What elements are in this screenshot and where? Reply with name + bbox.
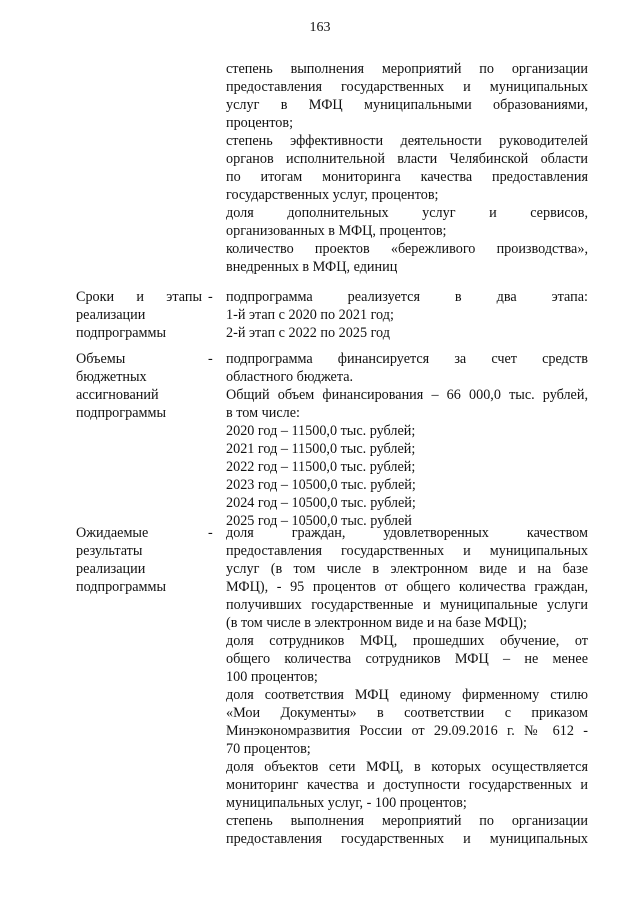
text-line: внедренных в МФЦ, единиц: [226, 259, 398, 275]
text-line: доля соответствия МФЦ единому фирменному стилю: [226, 687, 588, 703]
section-label: [76, 350, 202, 422]
text-line: услуг (в том числе в электронном виде и на базе: [226, 561, 588, 577]
text-line: (в том числе в электронном виде и на базе МФЦ);: [226, 615, 527, 631]
section-dash: -: [208, 289, 213, 305]
text-line: степень выполнения мероприятий по организации: [226, 813, 588, 829]
text-line: 1-й этап с 2020 по 2021 год;: [226, 307, 394, 323]
text-line: доля объектов сети МФЦ, в которых осуществляется: [226, 759, 588, 775]
section-content: [226, 524, 588, 848]
text-line: подпрограмма реализуется в два этапа:: [226, 289, 588, 305]
text-line: 2021 год – 11500,0 тыс. рублей;: [226, 441, 416, 457]
text-line: муниципальных услуг, - 100 процентов;: [226, 795, 467, 811]
text-line: общего количества сотрудников МФЦ – не менее: [226, 651, 588, 667]
text-line: процентов;: [226, 115, 294, 131]
text-line: областного бюджета.: [226, 369, 354, 385]
text-line: доля сотрудников МФЦ, прошедших обучение, от: [226, 633, 588, 649]
continuation-text: [226, 60, 588, 276]
label-line: Объемы: [76, 351, 126, 367]
text-line: 100 процентов;: [226, 669, 318, 685]
text-line: предоставления государственных и муниципальных: [226, 79, 588, 95]
text-line: в том числе:: [226, 405, 300, 421]
section-content: [226, 350, 588, 530]
text-line: степень эффективности деятельности руководителей: [226, 133, 588, 149]
text-line: предоставления государственных и муниципальных: [226, 831, 588, 847]
label-line: ассигнований: [76, 387, 159, 403]
text-line: 2020 год – 11500,0 тыс. рублей;: [226, 423, 416, 439]
text-line: 2025 год – 10500,0 тыс. рублей: [226, 513, 412, 529]
label-line: подпрограммы: [76, 579, 166, 595]
text-line: предоставления государственных и муниципальных: [226, 543, 588, 559]
text-line: Минэкономразвития России от 29.09.2016 г. № 612 -: [226, 723, 588, 739]
text-line: 70 процентов;: [226, 741, 311, 757]
text-line: 2022 год – 11500,0 тыс. рублей;: [226, 459, 416, 475]
label-line: подпрограммы: [76, 325, 166, 341]
label-line: подпрограммы: [76, 405, 166, 421]
text-line: мониторинг качества и доступности государственных и: [226, 777, 588, 793]
section-content: [226, 288, 588, 342]
page-number: 163: [309, 20, 331, 35]
text-line: 2023 год – 10500,0 тыс. рублей;: [226, 477, 416, 493]
text-line: 2-й этап с 2022 по 2025 год: [226, 325, 390, 341]
section-label: [76, 524, 202, 596]
text-line: степень выполнения мероприятий по организации: [226, 61, 588, 77]
text-line: количество проектов «бережливого производства»,: [226, 241, 588, 257]
text-line: Общий объем финансирования – 66 000,0 тыс. рублей,: [226, 387, 588, 403]
text-line: получивших государственные и муниципальные услуги: [226, 597, 588, 613]
text-line: доля граждан, удовлетворенных качеством: [226, 525, 588, 541]
text-line: доля дополнительных услуг и сервисов,: [226, 205, 588, 221]
label-line: реализации: [76, 307, 146, 323]
section-dash: -: [208, 351, 213, 367]
label-line: реализации: [76, 561, 146, 577]
label-line: Ожидаемые: [76, 525, 149, 541]
text-line: по итогам мониторинга качества предоставления: [226, 169, 588, 185]
section-dash: -: [208, 525, 213, 541]
label-line: результаты: [76, 543, 143, 559]
text-line: «Мои Документы» в соответствии с приказом: [226, 705, 588, 721]
text-line: 2024 год – 10500,0 тыс. рублей;: [226, 495, 416, 511]
text-line: МФЦ), - 95 процентов от общего количества граждан,: [226, 579, 588, 595]
label-line: Сроки и этапы: [76, 289, 202, 305]
text-line: государственных услуг, процентов;: [226, 187, 439, 203]
label-line: бюджетных: [76, 369, 147, 385]
section-label: [76, 288, 202, 342]
text-line: подпрограмма финансируется за счет средств: [226, 351, 588, 367]
text-line: организованных в МФЦ, процентов;: [226, 223, 447, 239]
text-line: органов исполнительной власти Челябинской области: [226, 151, 588, 167]
text-line: услуг в МФЦ муниципальными образованиями,: [226, 97, 588, 113]
